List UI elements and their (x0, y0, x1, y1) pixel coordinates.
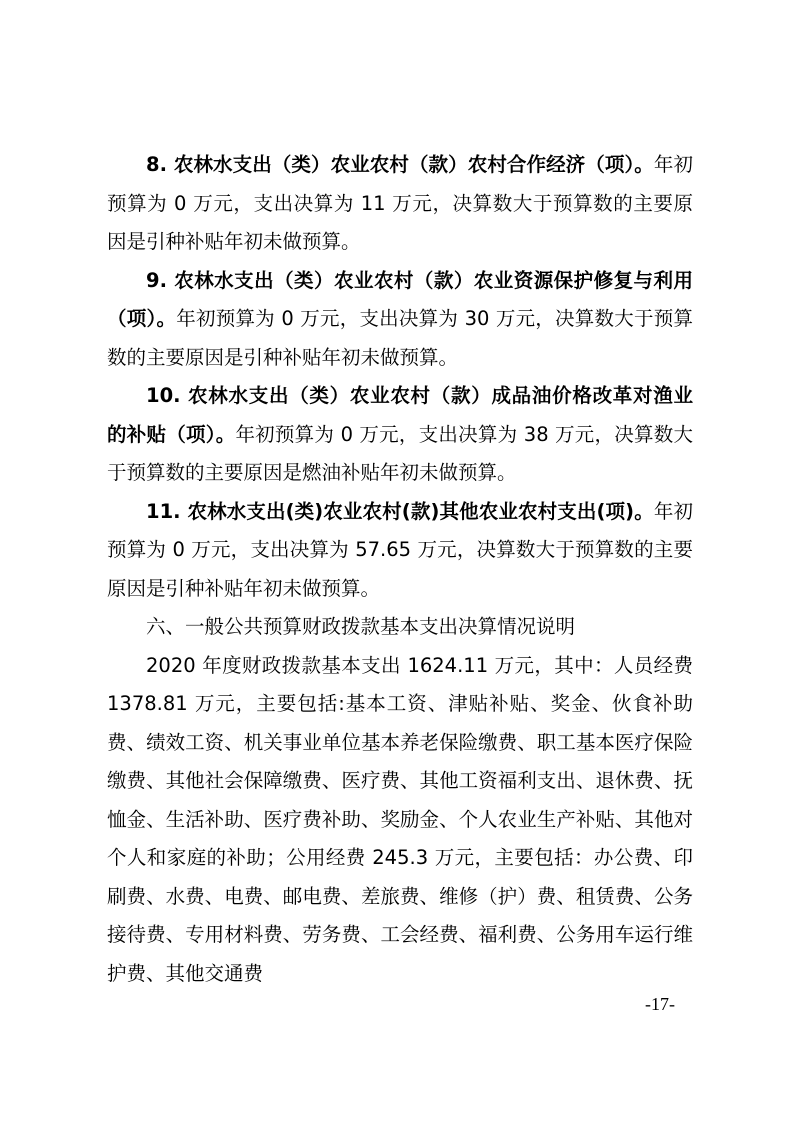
paragraph-item-9 (107, 262, 693, 378)
paragraph-item-8 (107, 146, 693, 262)
paragraph-item-11 (107, 493, 693, 609)
section-title: 六、一般公共预算财政拨款基本支出决算情况说明 (146, 615, 576, 638)
paragraph-body: 年初预算为 0 万元，支出决算为 30 万元，决算数大于预算数的主要原因是引种补贴年初未做预算。 (107, 307, 693, 369)
paragraph-heading: 9. 农林水支出（类）农业农村（款）农业资源保护修复与利用（项）。 (107, 268, 693, 330)
paragraph-body: 年初预算为 0 万元，支出决算为 11 万元，决算数大于预算数的主要原因是引种补贴年初未做预算。 (107, 153, 693, 253)
page-number: -17- (645, 994, 675, 1014)
summary-paragraph: 2020 年度财政拨款基本支出 1624.11 万元，其中：人员经费 1378.81 万元，主要包括:基本工资、津贴补贴、奖金、伙食补助费、绩效工资、机关事业单位基本养老保险缴费、职工基本医疗保险缴费、其他社会保障缴费、医疗费、其他工资福利支出、退休费、抚恤金、生活补助、医疗费补助、奖励金、个人农业生产补贴、其他对个人和家庭的补助；公用经费 245.3 万元，主要包括：办公费、印刷费、水费、电费、邮电费、差旅费、维修（护）费、租赁费、公务接待费、专用材料费、劳务费、工会经费、福利费、公务用车运行维护费、其他交通费 (107, 653, 693, 985)
paragraph-heading: 10. 农林水支出（类）农业农村（款）成品油价格改革对渔业的补贴（项）。 (107, 384, 693, 446)
paragraph-item-10 (107, 377, 693, 493)
paragraph-heading: 8. 农林水支出（类）农业农村（款）农村合作经济（项）。 (146, 153, 654, 176)
paragraph-body: 年初预算为 0 万元，支出决算为 38 万元，决算数大于预算数的主要原因是燃油补贴年初未做预算。 (107, 422, 693, 484)
paragraph-body: 年初预算为 0 万元，支出决算为 57.65 万元，决算数大于预算数的主要原因是引种补贴年初未做预算。 (107, 499, 693, 600)
paragraph-heading: 11. 农林水支出(类)农业农村(款)其他农业农村支出(项)。 (146, 499, 654, 523)
document-page (107, 146, 693, 993)
